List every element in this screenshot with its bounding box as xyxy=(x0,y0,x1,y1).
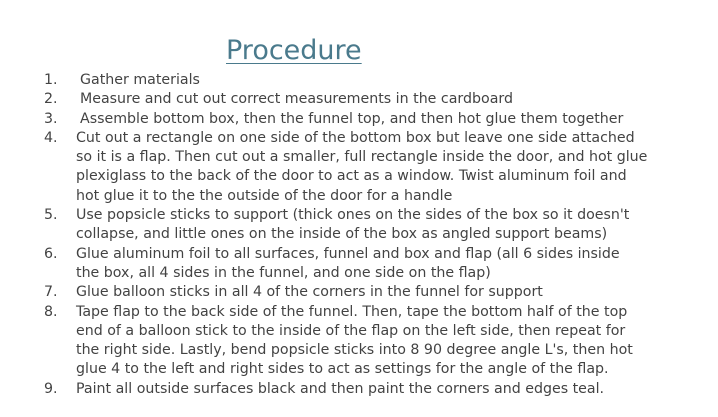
step-line: end of a balloon stick to the inside of the flap on the left side, then repeat for xyxy=(76,322,626,339)
step-text xyxy=(76,206,712,245)
step-number: 1. xyxy=(44,72,58,88)
list-item xyxy=(0,303,718,380)
list-item xyxy=(0,71,718,90)
procedure-list xyxy=(0,71,718,399)
step-line: Use popsicle sticks to support (thick ones on the sides of the box so it doesn't xyxy=(76,207,630,224)
step-line: hot glue it to the the outside of the door for a handle xyxy=(76,187,453,204)
step-number: 8. xyxy=(44,303,58,320)
step-number: 2. xyxy=(44,91,58,108)
step-number: 5. xyxy=(44,207,58,224)
step-number: 3. xyxy=(44,110,58,127)
step-line: Paint all outside surfaces black and then paint the corners and edges teal. xyxy=(76,380,605,397)
step-line: the right side. Lastly, bend popsicle sticks into 8 90 degree angle L's, then hot xyxy=(76,342,633,359)
step-text xyxy=(76,129,712,206)
list-item xyxy=(0,283,718,302)
step-line: collapse, and little ones on the inside of the box as angled support beams) xyxy=(76,226,608,243)
list-item xyxy=(0,380,718,399)
step-line: Assemble bottom box, then the funnel top, and then hot glue them together xyxy=(80,110,624,127)
step-line: the box, all 4 sides in the funnel, and one side on the flap) xyxy=(76,264,491,281)
list-item xyxy=(0,245,718,284)
step-line: Tape flap to the back side of the funnel. Then, tape the bottom half of the top xyxy=(76,303,628,320)
list-item xyxy=(0,206,718,245)
step-line: Cut out a rectangle on one side of the bottom box but leave one side attached xyxy=(76,129,635,146)
step-line: glue 4 to the left and right sides to act as settings for the angle of the flap. xyxy=(76,361,609,378)
step-text xyxy=(80,71,716,90)
step-text xyxy=(80,90,716,109)
step-line: Gather materials xyxy=(80,72,200,88)
step-line: so it is a flap. Then cut out a smaller, full rectangle inside the door, and hot glue xyxy=(76,149,648,166)
step-line: Glue balloon sticks in all 4 of the corners in the funnel for support xyxy=(76,284,543,301)
step-text xyxy=(76,303,712,380)
step-number: 9. xyxy=(44,380,58,397)
step-line: Measure and cut out correct measurements in the cardboard xyxy=(80,91,513,108)
step-line: Glue aluminum foil to all surfaces, funnel and box and flap (all 6 sides inside xyxy=(76,245,620,262)
step-text xyxy=(76,245,712,284)
step-line: plexiglass to the back of the door to act as a window. Twist aluminum foil and xyxy=(76,168,627,185)
step-text xyxy=(76,380,712,399)
step-number: 7. xyxy=(44,284,58,301)
step-text xyxy=(80,110,716,129)
step-number: 4. xyxy=(44,129,58,146)
list-item xyxy=(0,110,718,129)
list-item xyxy=(0,129,718,206)
procedure-title: Procedure xyxy=(226,35,362,66)
step-number: 6. xyxy=(44,245,58,262)
step-text xyxy=(76,283,712,302)
list-item xyxy=(0,90,718,109)
